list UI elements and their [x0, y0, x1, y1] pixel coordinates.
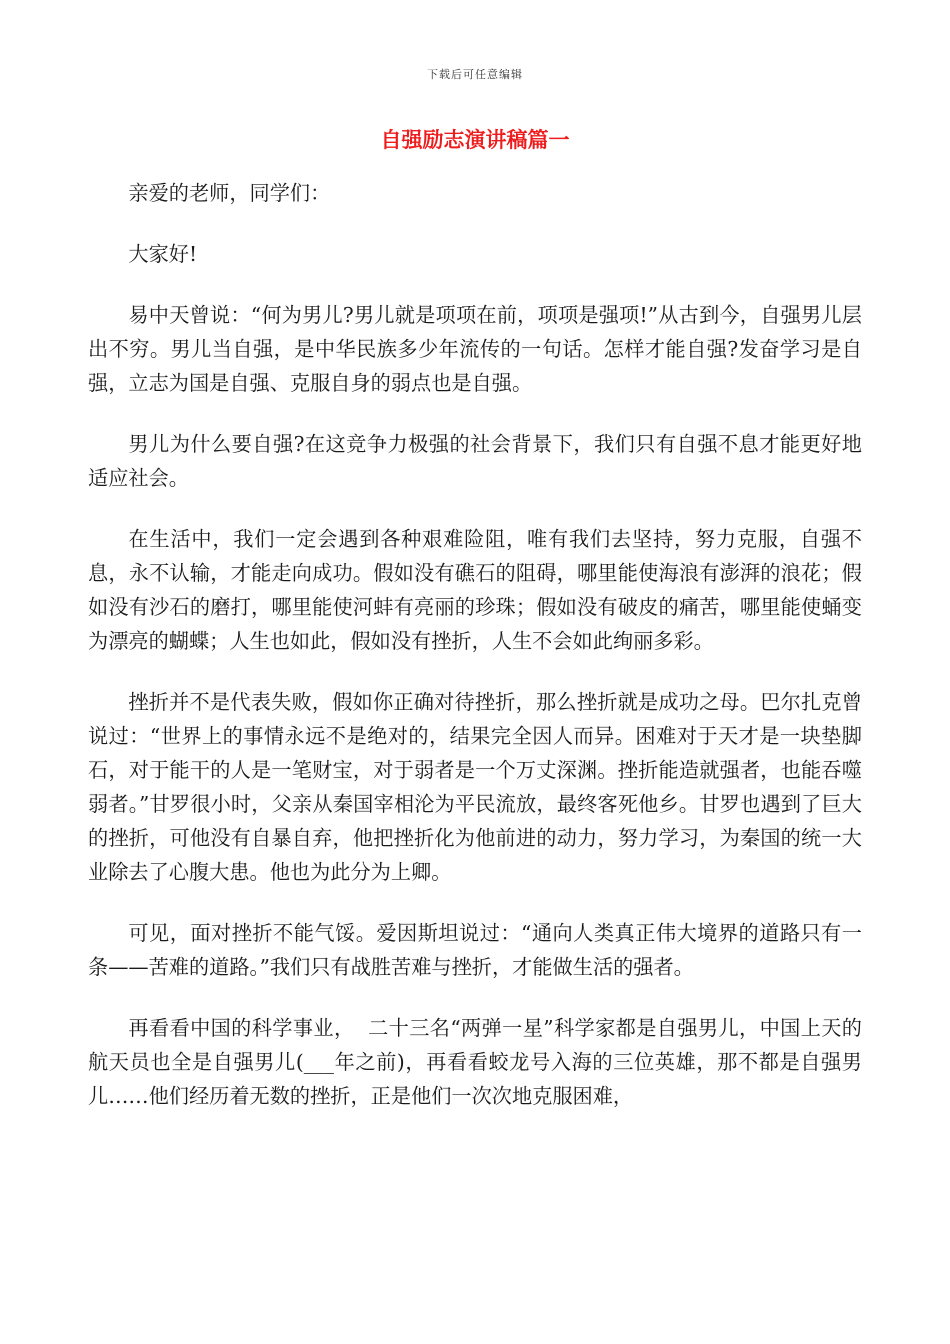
- paragraph-einstein-quote: 可见，面对挫折不能气馁。爱因斯坦说过：“通向人类真正伟大境界的道路只有一条——苦难的道路。”我们只有战胜苦难与挫折，才能做生活的强者。: [88, 921, 862, 979]
- paragraph-life-difficulties: 在生活中，我们一定会遇到各种艰难险阻，唯有我们去坚持，努力克服，自强不息，永不认输，才能走向成功。假如没有礁石的阻碍，哪里能使海浪有澎湃的浪花；假如没有沙石的磨打，哪里能使河蚌有亮丽的珍珠；假如没有破皮的痛苦，哪里能使蛹变为漂亮的蝴蝶；人生也如此，假如没有挫折，人生不会如此绚丽多彩。: [88, 527, 862, 653]
- paragraph-yi-zhongtian-quote: 易中天曾说：“何为男儿?男儿就是项项在前，项项是强项!”从古到今，自强男儿层出不穷。男儿当自强，是中华民族多少年流传的一句话。怎样才能自强?发奋学习是自强，立志为国是自强、克服自身的弱点也是自强。: [88, 303, 862, 395]
- document-body: [88, 176, 862, 1140]
- paragraph-why-self-strengthen: 男儿为什么要自强?在这竞争力极强的社会背景下，我们只有自强不息才能更好地适应社会。: [88, 432, 862, 490]
- paragraph-greeting: 亲爱的老师，同学们：: [128, 181, 331, 205]
- paragraph-chinese-science: 再看看中国的科学事业， 二十三名“两弹一星”科学家都是自强男儿，中国上天的航天员也全是自强男儿(___年之前)，再看看蛟龙号入海的三位英雄，那不都是自强男儿……他们经历着无数的挫折，正是他们一次次地克服困难，: [88, 1016, 862, 1108]
- document-title: 自强励志演讲稿篇一: [380, 128, 570, 152]
- paragraph-hello: 大家好!: [128, 242, 198, 266]
- paragraph-balzac-ganluo: 挫折并不是代表失败，假如你正确对待挫折，那么挫折就是成功之母。巴尔扎克曾说过：“世界上的事情永远不是绝对的，结果完全因人而异。困难对于天才是一块垫脚石，对于能干的人是一笔财宝，对于弱者是一个万丈深渊。挫折能造就强者，也能吞噬弱者。”甘罗很小时，父亲从秦国宰相沦为平民流放，最终客死他乡。甘罗也遇到了巨大的挫折，可他没有自暴自弃，他把挫折化为他前进的动力，努力学习，为秦国的统一大业除去了心腹大患。他也为此分为上卿。: [88, 690, 862, 884]
- header-note: 下载后可任意编辑: [427, 68, 523, 81]
